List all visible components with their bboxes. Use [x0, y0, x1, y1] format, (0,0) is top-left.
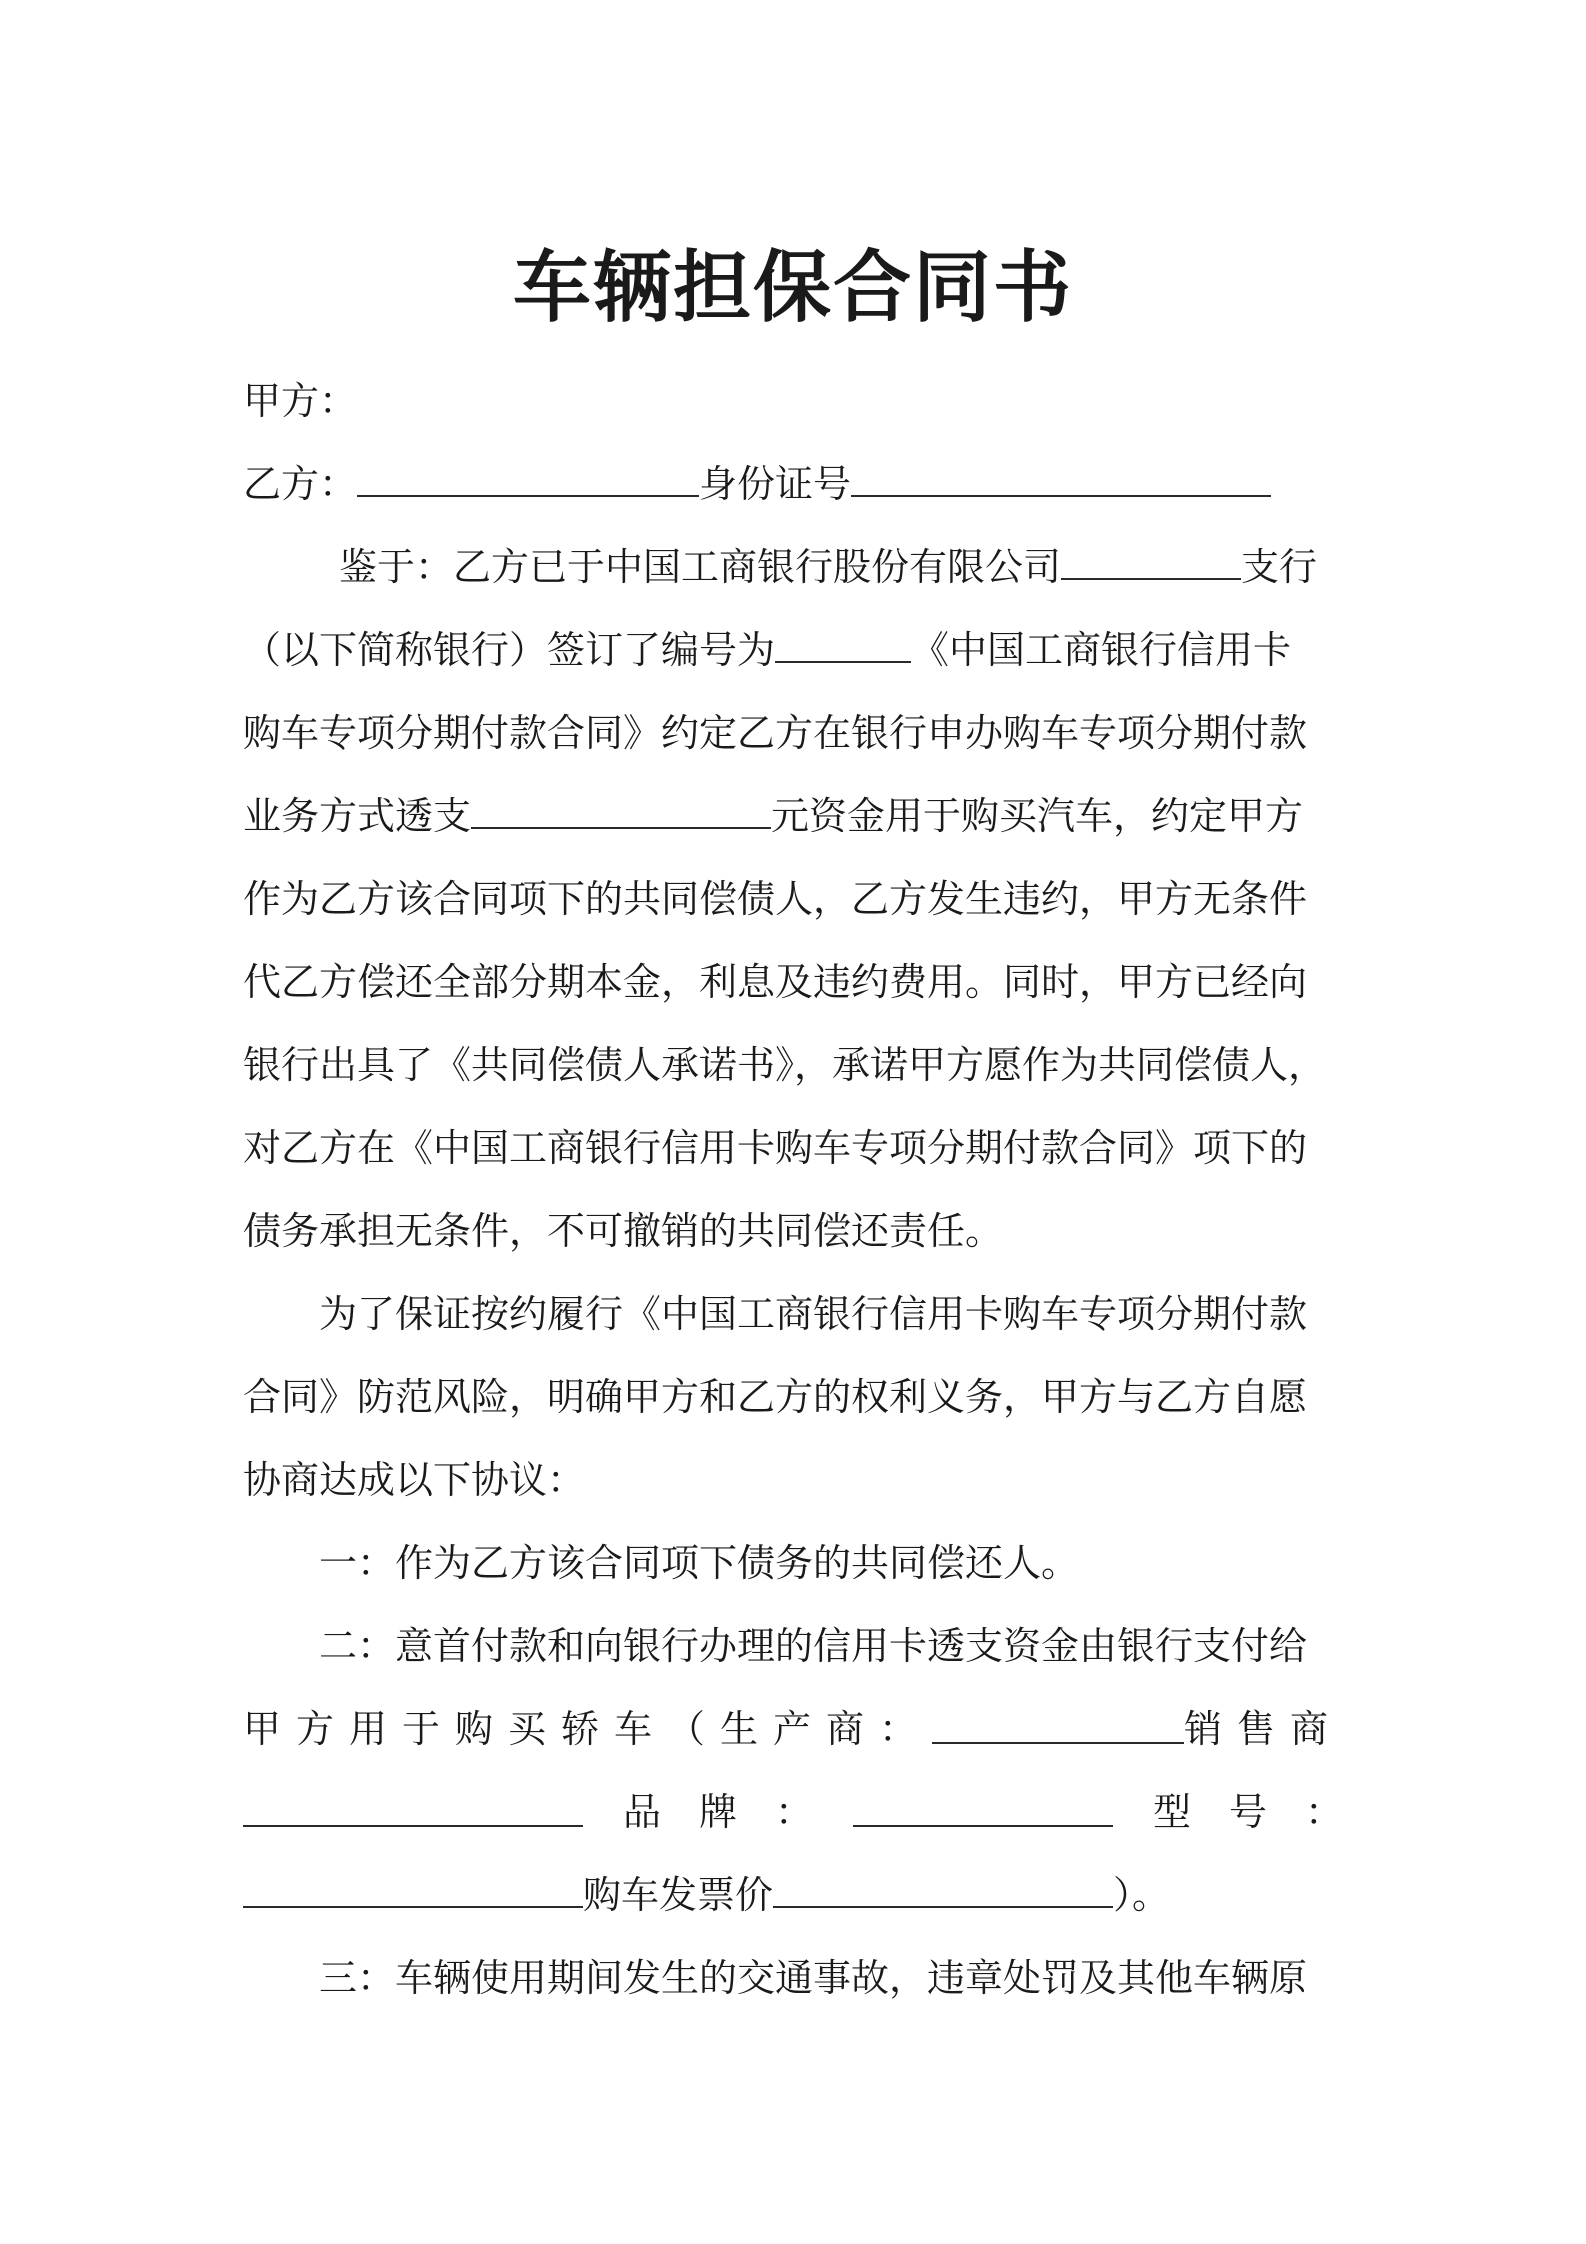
party-a-label: 甲方：: [243, 379, 358, 423]
recital-text: 债务承担无条件，不可撤销的共同偿还责任。: [243, 1209, 1004, 1253]
clause-two-text: 二：意首付款和向银行办理的信用卡透支资金由银行支付给: [319, 1624, 1308, 1668]
recital-text: 元资金用于购买汽车，约定甲方: [771, 794, 1304, 838]
purpose-text: 协商达成以下协议：: [243, 1458, 586, 1502]
recital-text: （以下简称银行）签订了编号为: [243, 628, 776, 672]
branch-blank[interactable]: [1061, 544, 1241, 580]
recital-text: 业务方式透支: [243, 794, 472, 838]
price-blank[interactable]: [773, 1872, 1113, 1908]
contract-number-blank[interactable]: [775, 627, 911, 663]
contract-body: [243, 360, 1343, 2020]
clause-three: 三：车辆使用期间发生的交通事故，违章处罚及其他车辆原: [319, 1956, 1308, 2000]
recital-text: 作为乙方该合同项下的共同偿债人，乙方发生违约，甲方无条件: [243, 877, 1308, 921]
brand-blank[interactable]: [853, 1791, 1113, 1827]
recital-text: 支行: [1241, 545, 1318, 589]
recital-text: 购车专项分期付款合同》约定乙方在银行申办购车专项分期付款: [243, 711, 1308, 755]
manufacturer-blank[interactable]: [932, 1708, 1184, 1744]
clause-two-text: ）。: [1113, 1873, 1171, 1917]
price-label: 购车发票价: [583, 1873, 774, 1917]
recital-paragraph: [243, 526, 1343, 1273]
id-number-label: 身份证号: [699, 462, 852, 506]
purpose-text: 为了保证按约履行《中国工商银行信用卡购车专项分期付款: [319, 1292, 1308, 1336]
purpose-text: 合同》防范风险，明确甲方和乙方的权利义务，甲方与乙方自愿: [243, 1375, 1308, 1419]
recital-text: 对乙方在《中国工商银行信用卡购车专项分期付款合同》项下的: [243, 1126, 1308, 1170]
model-blank[interactable]: [243, 1872, 583, 1908]
party-b-label: 乙方：: [243, 462, 358, 506]
recital-text: 《中国工商银行信用卡: [911, 628, 1292, 672]
recital-text: 银行出具了《共同偿债人承诺书》，承诺甲方愿作为共同偿债人，: [243, 1043, 1327, 1087]
recital-text: 代乙方偿还全部分期本金，利息及违约费用。同时，甲方已经向: [243, 960, 1308, 1004]
purpose-paragraph: [243, 1273, 1343, 1522]
dealer-label: 销售商: [1183, 1707, 1343, 1751]
dealer-blank[interactable]: [243, 1791, 583, 1827]
page-title: 车辆担保合同书: [512, 242, 1073, 333]
recital-text: 鉴于：乙方已于中国工商银行股份有限公司: [339, 545, 1062, 589]
id-number-blank[interactable]: [851, 461, 1271, 497]
clause-two: [243, 1605, 1343, 1937]
party-b-name-blank[interactable]: [357, 461, 699, 497]
brand-label: 品 牌 ：: [622, 1790, 813, 1834]
party-a-line: [243, 360, 1343, 443]
clause-one: 一：作为乙方该合同项下债务的共同偿还人。: [319, 1541, 1080, 1585]
party-b-line: [243, 443, 1343, 526]
model-label: 型 号 ：: [1152, 1790, 1343, 1834]
clause-two-text: 甲方用于购买轿车（生产商：: [243, 1707, 933, 1751]
overdraft-amount-blank[interactable]: [471, 793, 771, 829]
